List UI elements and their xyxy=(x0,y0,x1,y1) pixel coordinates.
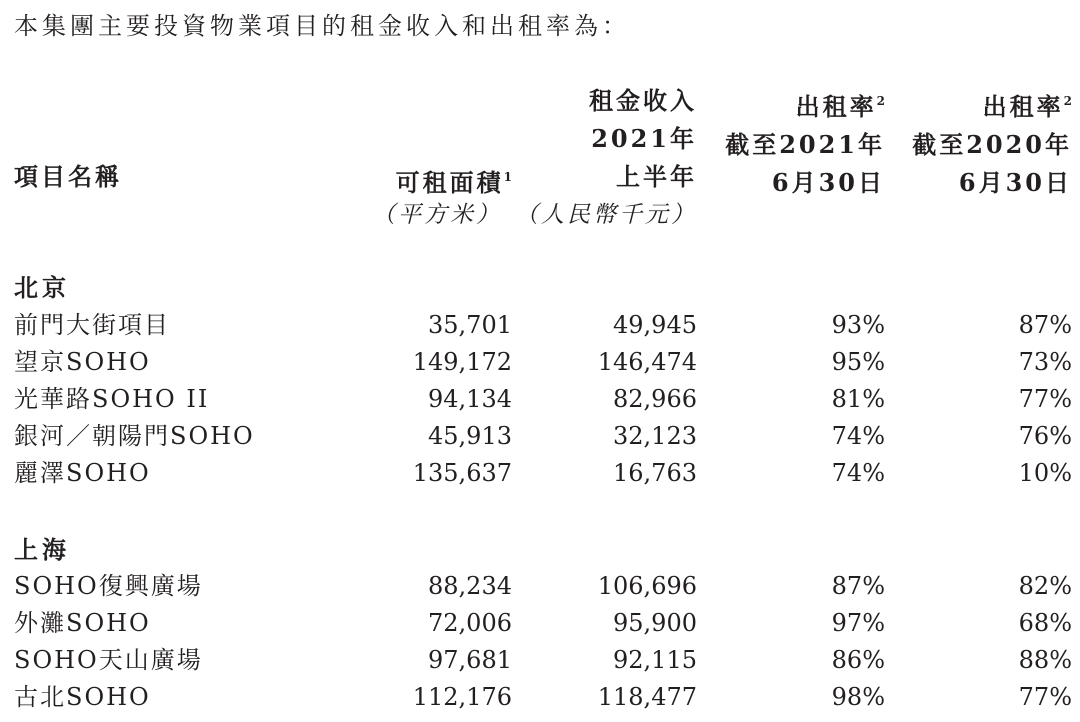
header-occ-2020 xyxy=(912,82,1072,202)
section-title-beijing: 北京 xyxy=(14,273,70,302)
occupancy-2020: 73% xyxy=(1018,348,1072,376)
leasable-area: 112,176 xyxy=(412,683,512,711)
section-title-shanghai: 上海 xyxy=(14,535,70,564)
rental-income: 16,763 xyxy=(613,459,697,487)
table-row xyxy=(0,605,1080,642)
table-row xyxy=(0,418,1080,455)
occupancy-2021: 74% xyxy=(831,422,885,450)
occupancy-2021: 97% xyxy=(831,609,885,637)
header-rent-line2: 2021年 xyxy=(591,124,697,153)
project-name: 望京SOHO xyxy=(14,348,151,376)
table-row xyxy=(0,679,1080,716)
project-name: 古北SOHO xyxy=(14,683,151,711)
project-name: 銀河／朝陽門SOHO xyxy=(14,422,255,450)
header-rent-line1: 租金收入 xyxy=(589,86,697,115)
header-occ21-line2: 截至2021年 xyxy=(725,130,885,159)
table-row xyxy=(0,568,1080,605)
header-rent-line3: 上半年 xyxy=(616,162,697,191)
header-occ20-line2: 截至2020年 xyxy=(912,130,1072,159)
leasable-area: 72,006 xyxy=(428,609,512,637)
header-occ-2021 xyxy=(725,82,885,202)
header-occ21-footnote: 2 xyxy=(876,94,885,108)
table-row xyxy=(0,344,1080,381)
occupancy-2021: 86% xyxy=(831,646,885,674)
occupancy-2020: 68% xyxy=(1018,609,1072,637)
project-name: SOHO復興廣場 xyxy=(14,572,203,600)
leasable-area: 88,234 xyxy=(428,572,512,600)
rental-income: 146,474 xyxy=(597,348,697,376)
occupancy-2021: 81% xyxy=(831,385,885,413)
header-project-name xyxy=(14,158,122,196)
occupancy-2020: 88% xyxy=(1018,646,1072,674)
project-name: 外灘SOHO xyxy=(14,609,151,637)
occupancy-2021: 87% xyxy=(831,572,885,600)
rental-income: 49,945 xyxy=(613,311,697,339)
occupancy-2021: 74% xyxy=(831,459,885,487)
table-row xyxy=(0,455,1080,492)
project-name: 前門大街項目 xyxy=(14,311,170,339)
project-name: 光華路SOHO II xyxy=(14,385,210,413)
leasable-area: 135,637 xyxy=(412,459,512,487)
header-rent-unit: （人民幣千元） xyxy=(515,202,697,228)
rental-income: 92,115 xyxy=(613,646,697,674)
header-occ21-line1: 出租率 xyxy=(795,92,877,121)
occupancy-2020: 77% xyxy=(1018,683,1072,711)
leasable-area: 35,701 xyxy=(428,311,512,339)
table-row xyxy=(0,642,1080,679)
rental-income: 95,900 xyxy=(613,609,697,637)
table-row xyxy=(0,307,1080,344)
project-name: 麗澤SOHO xyxy=(14,459,151,487)
header-occ20-line3: 6月30日 xyxy=(958,168,1072,197)
occupancy-2020: 10% xyxy=(1018,459,1072,487)
leasable-area: 94,134 xyxy=(428,385,512,413)
header-rent xyxy=(589,82,697,196)
header-occ20-line1: 出租率 xyxy=(982,92,1064,121)
leasable-area: 45,913 xyxy=(428,422,512,450)
header-project-name-text: 項目名稱 xyxy=(14,162,122,191)
intro-text: 本集團主要投資物業項目的租金收入和出租率為： xyxy=(14,12,630,40)
occupancy-2020: 82% xyxy=(1018,572,1072,600)
occupancy-2020: 76% xyxy=(1018,422,1072,450)
header-area-footnote: 1 xyxy=(503,170,512,184)
rental-income: 118,477 xyxy=(597,683,697,711)
occupancy-2021: 95% xyxy=(831,348,885,376)
project-name: SOHO天山廣場 xyxy=(14,646,203,674)
header-area-unit: （平方米） xyxy=(372,202,502,228)
occupancy-2020: 87% xyxy=(1018,311,1072,339)
leasable-area: 97,681 xyxy=(428,646,512,674)
occupancy-2021: 93% xyxy=(831,311,885,339)
leasable-area: 149,172 xyxy=(412,348,512,376)
header-occ21-line3: 6月30日 xyxy=(771,168,885,197)
header-area-label: 可租面積 xyxy=(395,168,504,197)
occupancy-2021: 98% xyxy=(831,683,885,711)
table-row xyxy=(0,381,1080,418)
rental-income: 106,696 xyxy=(597,572,697,600)
rental-income: 82,966 xyxy=(613,385,697,413)
occupancy-2020: 77% xyxy=(1018,385,1072,413)
header-occ20-footnote: 2 xyxy=(1063,94,1072,108)
rental-income: 32,123 xyxy=(613,422,697,450)
